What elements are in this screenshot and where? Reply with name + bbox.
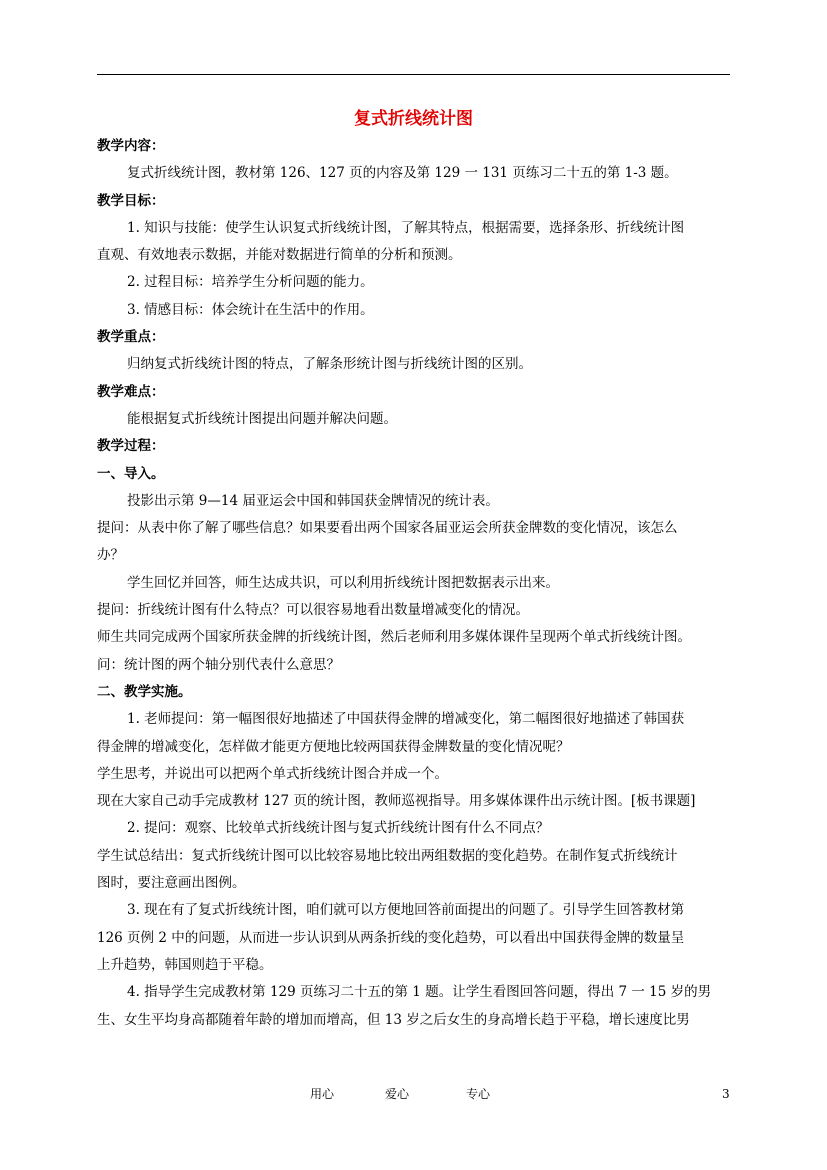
page-number: 3 — [722, 1087, 730, 1101]
footer-text-3: 专心 — [466, 1087, 491, 1101]
section-heading: 教学过程： — [97, 438, 165, 455]
paragraph-line: 直观、有效地表示数据，并能对数据进行简单的分析和预测。 — [97, 247, 462, 264]
paragraph-line: 学生回忆并回答，师生达成共识，可以利用折线统计图把数据表示出来。 — [127, 574, 559, 591]
paragraph-line: 4. 指导学生完成教材第 129 页练习二十五的第 1 题。让学生看图回答问题，得出 7 一 15 岁的男 — [127, 984, 712, 1001]
document-body — [97, 133, 742, 1034]
paragraph-line: 学生思考，并说出可以把两个单式折线统计图合并成一个。 — [97, 765, 448, 782]
page-footer — [0, 1085, 827, 1103]
paragraph-line: 提问：从表中你了解了哪些信息？如果要看出两个国家各届亚运会所获金牌数的变化情况，该怎么 — [97, 520, 678, 537]
paragraph-line: 2. 过程目标：培养学生分析问题的能力。 — [127, 274, 374, 291]
footer-text-1: 用心 — [310, 1087, 335, 1101]
paragraph-line: 生、女生平均身高都随着年龄的增加而增高，但 13 岁之后女生的身高增长趋于平稳，增长速度比男 — [97, 1011, 690, 1028]
page-title: 复式折线统计图 — [354, 109, 473, 129]
paragraph-line: 学生试总结出：复式折线统计图可以比较容易地比较出两组数据的变化趋势。在制作复式折线统计 — [97, 847, 678, 864]
section-heading: 一、导入。 — [97, 465, 165, 482]
footer-text-2: 爱心 — [385, 1087, 410, 1101]
section-heading: 教学难点： — [97, 383, 165, 400]
paragraph-line: 图时，要注意画出图例。 — [97, 875, 246, 892]
paragraph-line: 126 页例 2 中的问题，从而进一步认识到从两条折线的变化趋势，可以看出中国获得金牌的数量呈 — [97, 929, 685, 946]
header-rule — [97, 74, 730, 75]
paragraph-line: 提问：折线统计图有什么特点？可以很容易地看出数量增减变化的情况。 — [97, 602, 529, 619]
paragraph-line: 3. 情感目标：体会统计在生活中的作用。 — [127, 301, 374, 318]
paragraph-line: 3. 现在有了复式折线统计图，咱们就可以方便地回答前面提出的问题了。引导学生回答教材第 — [127, 902, 685, 919]
paragraph-line: 上升趋势，韩国则趋于平稳。 — [97, 956, 273, 973]
paragraph-line: 办？ — [97, 547, 124, 564]
paragraph-line: 1. 知识与技能：使学生认识复式折线统计图，了解其特点，根据需要，选择条形、折线统计图 — [127, 219, 685, 236]
paragraph-line: 投影出示第 9—14 届亚运会中国和韩国获金牌情况的统计表。 — [127, 492, 499, 509]
paragraph-line: 师生共同完成两个国家所获金牌的折线统计图，然后老师利用多媒体课件呈现两个单式折线统计图。 — [97, 629, 691, 646]
paragraph-line: 问：统计图的两个轴分别代表什么意思？ — [97, 656, 340, 673]
paragraph-line: 得金牌的增减变化，怎样做才能更方便地比较两国获得金牌数量的变化情况呢？ — [97, 738, 570, 755]
section-heading: 教学目标： — [97, 192, 165, 209]
paragraph-line: 复式折线统计图，教材第 126、127 页的内容及第 129 一 131 页练习二十五的第 1-3 题。 — [127, 165, 678, 182]
paragraph-line: 归纳复式折线统计图的特点，了解条形统计图与折线统计图的区别。 — [127, 356, 532, 373]
section-heading: 教学重点： — [97, 329, 165, 346]
paragraph-line: 1. 老师提问：第一幅图很好地描述了中国获得金牌的增减变化，第二幅图很好地描述了韩国获 — [127, 711, 685, 728]
section-heading: 教学内容： — [97, 138, 165, 154]
paragraph-line: 2. 提问：观察、比较单式折线统计图与复式折线统计图有什么不同点？ — [127, 820, 550, 837]
paragraph-line: 能根据复式折线统计图提出问题并解决问题。 — [127, 410, 397, 427]
paragraph-line: 现在大家自己动手完成教材 127 页的统计图，教师巡视指导。用多媒体课件出示统计图。[板书课题] — [97, 793, 696, 810]
section-heading: 二、教学实施。 — [97, 683, 192, 700]
